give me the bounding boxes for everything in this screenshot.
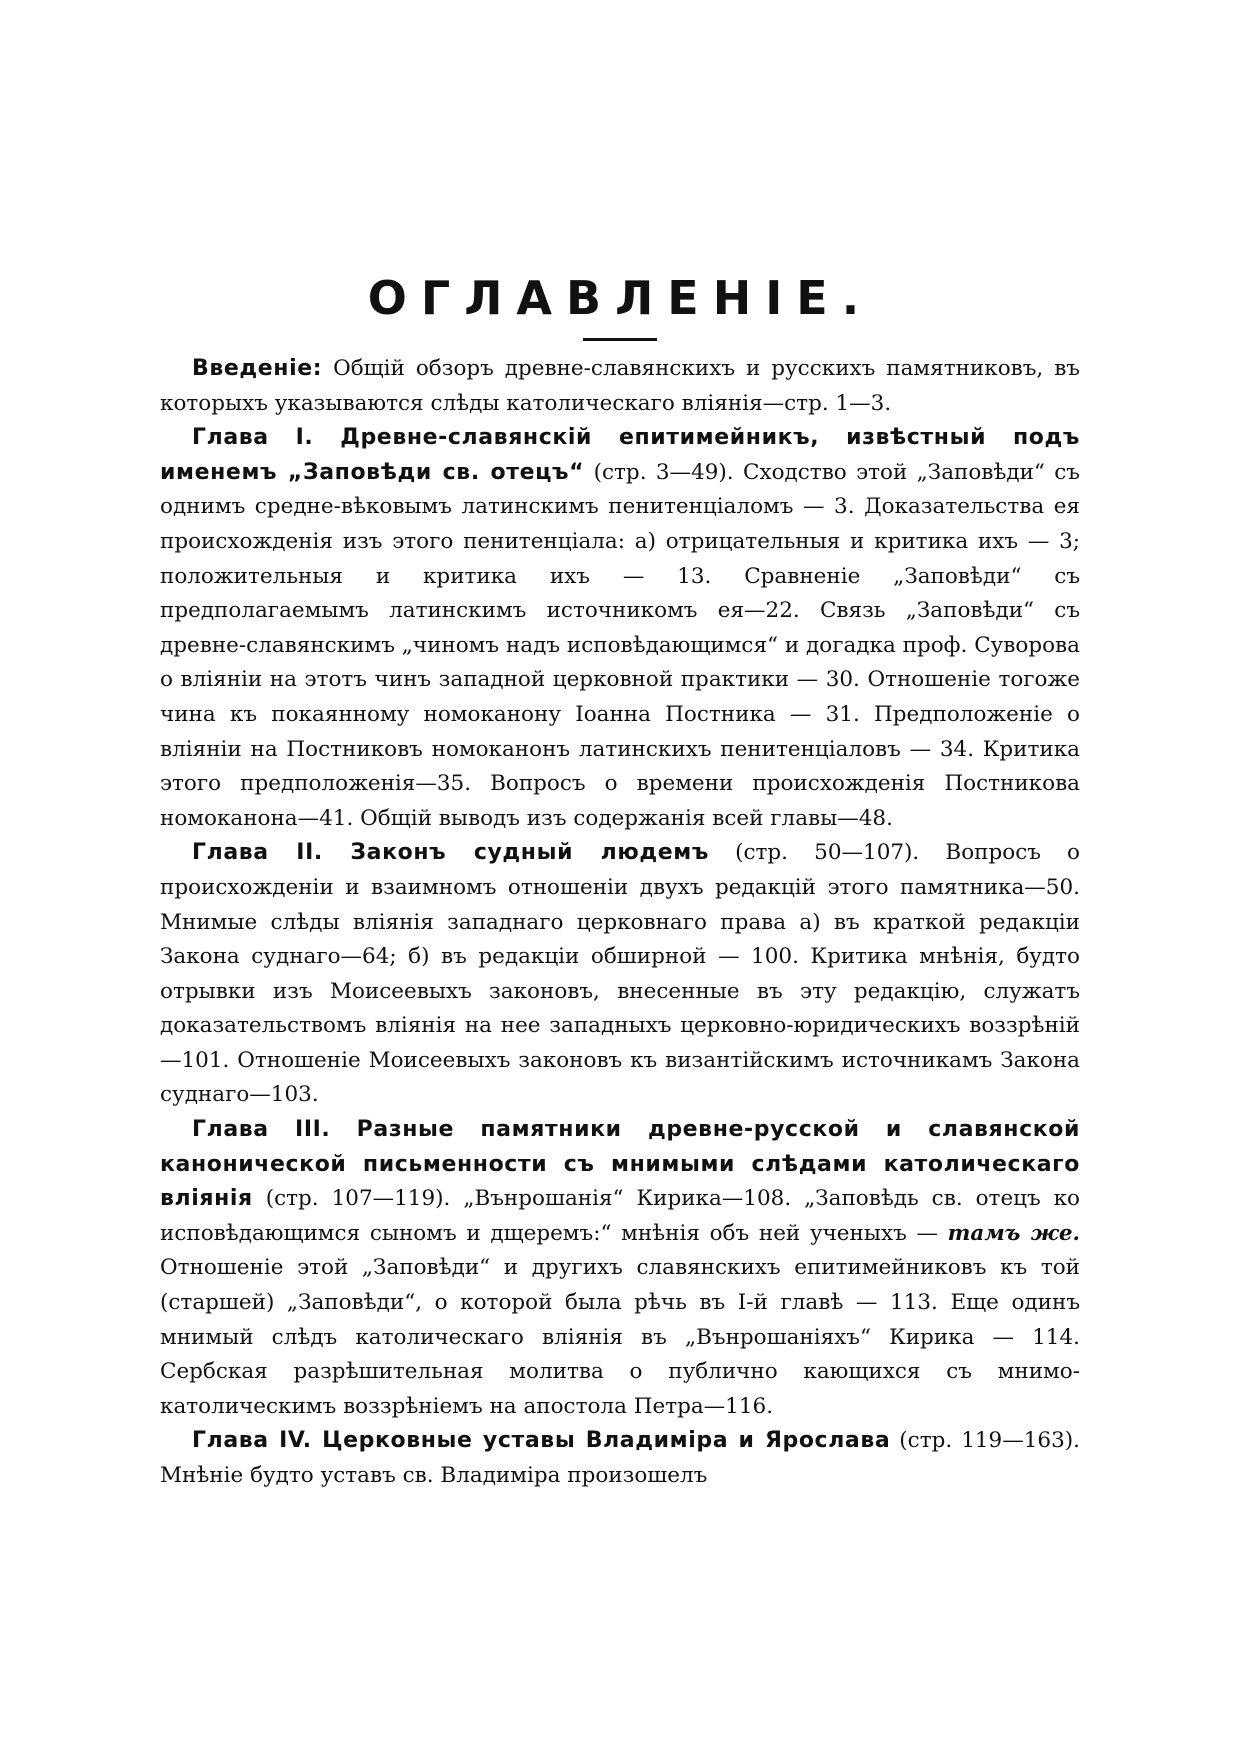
table-of-contents (160, 352, 1080, 1494)
toc-entry-chapter-2 (160, 836, 1080, 1113)
entry-text: (стр. 3—49). Сходство этой „Заповѣди“ съ однимъ средне-вѣковымъ латинскимъ пенитенціаломъ — 3. Доказательства ея происхожденія изъ этого пенитенціала: а) отрицательныя и критика ихъ — 3; положительныя и критика ихъ — 13. Сравненіе „Заповѣди“ съ предполагаемымъ латинскимъ источникомъ ея—22. Связь „Заповѣди“ съ древне-славянскимъ „чиномъ надъ исповѣдающимся“ и догадка проф. Суворова о вліяніи на этотъ чинъ западной церковной практики — 30. Отношеніе тогоже чина къ покаянному номоканону Іоанна Постника — 31. Предположеніе о вліяніи на Постниковъ номоканонъ латинскихъ пенитенціаловъ — 34. Критика этого предположенія—35. Вопросъ о времени происхожденія Постникова номоканона—41. Общій выводъ изъ содержанія всей главы—48. (160, 459, 1080, 831)
entry-text: (стр. 107—119). „Вънрошанія“ Кирика—108. „Заповѣдь св. отецъ ко исповѣдающимся сыномъ и дщеремъ:“ мнѣнія объ ней ученыхъ — (160, 1186, 1080, 1246)
toc-entry-chapter-4 (160, 1424, 1080, 1493)
entry-italic-text: тамъ же. (947, 1220, 1080, 1246)
title-divider (583, 338, 657, 341)
entry-text: Общій обзоръ древне-славянскихъ и русскихъ памятниковъ, въ которыхъ указываются слѣды католическаго вліянія—стр. 1—3. (160, 356, 1080, 416)
entry-text: (стр. 119—163). Мнѣніе будто уставъ св. Владиміра произошелъ (160, 1428, 1080, 1488)
entry-heading: Глава I. Древне-славянскій епитимейникъ, извѣстный подъ именемъ „Заповѣди св. отецъ“ (160, 425, 1080, 485)
entry-heading: Глава II. Законъ судный людемъ (192, 840, 709, 866)
entry-heading: Введеніе: (192, 356, 323, 381)
toc-entry-chapter-3 (160, 1113, 1080, 1424)
toc-entry-introduction (160, 352, 1080, 421)
entry-heading: Глава III. Разные памятники древне-русской и славянской канонической письменности съ мнимыми слѣдами католическаго вліянія (160, 1117, 1080, 1212)
entry-heading: Глава IV. Церковные уставы Владиміра и Ярослава (192, 1428, 891, 1454)
entry-text-continued: Отношеніе этой „Заповѣди“ и другихъ славянскихъ епитимейниковъ къ той (старшей) „Заповѣди“, о которой была рѣчь въ І-й главѣ — 113. Еще одинъ мнимый слѣдъ католическаго вліянія въ „Вънрошаніяхъ“ Кирика — 114. Сербская разрѣшительная молитва о публично кающихся съ мнимо-католическимъ воззрѣніемъ на апостола Петра—116. (160, 1255, 1080, 1419)
entry-text: (стр. 50—107). Вопросъ о происхожденіи и взаимномъ отношеніи двухъ редакцій этого памятника—50. Мнимые слѣды вліянія западнаго церковнаго права а) въ краткой редакціи Закона суднаго—64; б) въ редакціи обширной — 100. Критика мнѣнія, будто отрывки изъ Моисеевыхъ законовъ, внесенные въ эту редакцію, служатъ доказательствомъ вліянія на нее западныхъ церковно-юридическихъ воззрѣній—101. Отношеніе Моисеевыхъ законовъ къ византійскимъ источникамъ Закона суднаго—103. (160, 840, 1080, 1108)
page-title: ОГЛАВЛЕНІЕ. (367, 271, 874, 325)
toc-entry-chapter-1 (160, 421, 1080, 836)
